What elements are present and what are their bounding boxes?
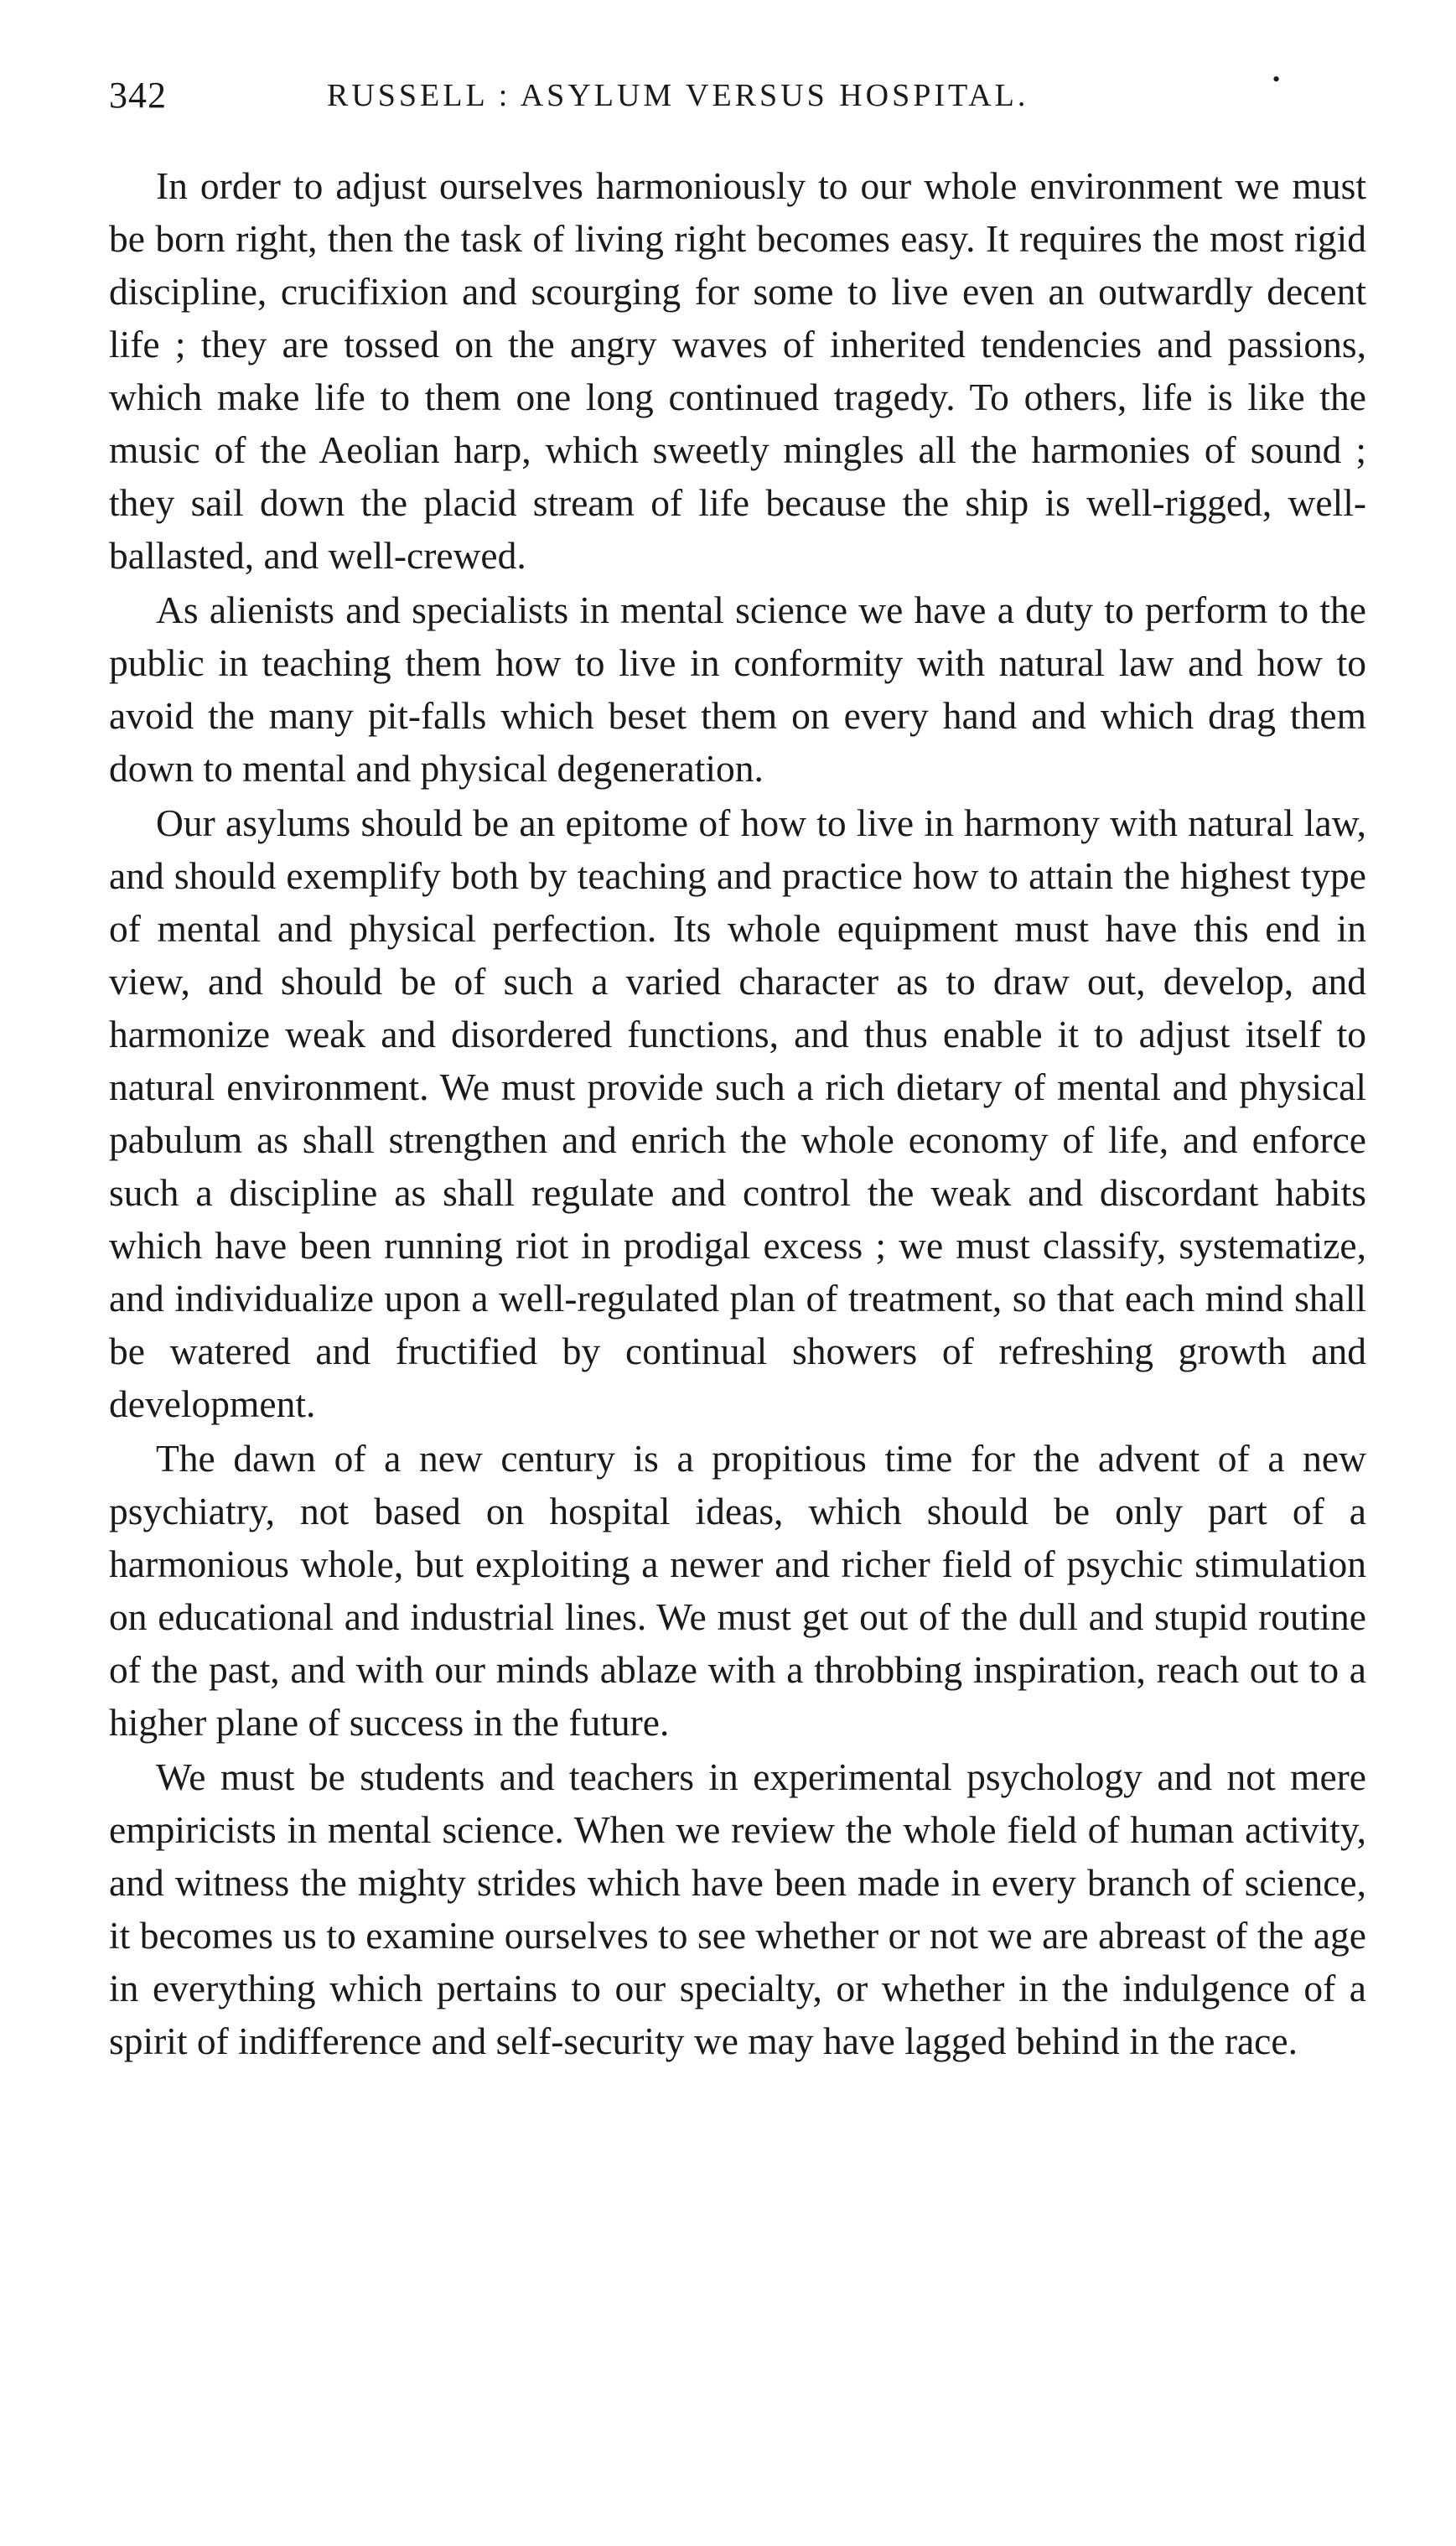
margin-mark: •: [1272, 67, 1281, 91]
body-text: [109, 159, 1366, 2067]
paragraph-new-century: The dawn of a new century is a propitious time for the advent of a new psychiatry, not based on hospital ideas, which should be only part of a harmonious whole, but exploiting a newer and richer field of psychic stimulation on educational and industrial lines. We must get out of the dull and stupid routine of the past, and with our minds ablaze with a throbbing inspiration, reach out to a higher plane of success in the future.: [109, 1437, 1366, 1744]
page-number: 342: [109, 75, 167, 116]
paragraph-alienists: As alienists and specialists in mental science we have a duty to perform to the public in teaching them how to live in conformity with natural law and how to avoid the many pit-falls which beset them on every hand and which drag them down to mental and physical degeneration.: [109, 589, 1366, 790]
running-head: [109, 59, 1366, 134]
running-title: RUSSELL : ASYLUM VERSUS HOSPITAL.: [327, 78, 1029, 113]
paragraph-environment: In order to adjust ourselves harmoniously to our whole environment we must be born right, then the task of living right becomes easy. It requires the most rigid discipline, crucifixion and scourging for some to live even an outwardly decent life ; they are tossed on the angry waves of inherited tendencies and passions, which make life to them one long continued tragedy. To others, life is like the music of the Aeolian harp, which sweetly mingles all the harmonies of sound ; they sail down the placid stream of life because the ship is well-rigged, well-ballasted, and well-crewed.: [109, 164, 1366, 577]
paragraph-students: We must be students and teachers in experimental psychology and not mere empiricists in mental science. When we review the whole field of human activity, and witness the mighty strides which have been made in every branch of science, it becomes us to examine ourselves to see whether or not we are abreast of the age in everything which pertains to our specialty, or whether in the indulgence of a spirit of indifference and self-security we may have lagged behind in the race.: [109, 1755, 1366, 2062]
paragraph-asylums: Our asylums should be an epitome of how to live in harmony with natural law, and should exemplify both by teaching and practice how to attain the highest type of mental and physical perfection. Its whole equipment must have this end in view, and should be of such a varied character as to draw out, develop, and harmonize weak and disordered functions, and thus enable it to adjust itself to natural environment. We must provide such a rich dietary of mental and physical pabulum as shall strengthen and enrich the whole economy of life, and enforce such a discipline as shall regulate and control the weak and discordant habits which have been running riot in prodigal excess ; we must classify, systematize, and individualize upon a well-regulated plan of treatment, so that each mind shall be watered and fructified by continual showers of refreshing growth and development.: [109, 801, 1366, 1425]
page: [109, 59, 1366, 2069]
